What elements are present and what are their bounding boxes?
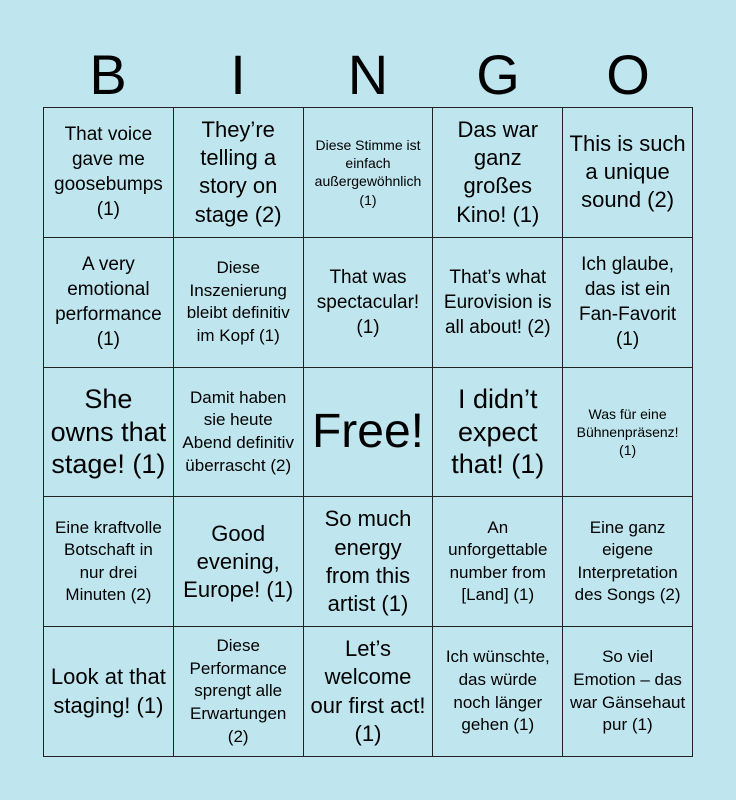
cell-text: Eine kraftvolle Botschaft in nur drei Minuten (2)	[55, 517, 162, 605]
cell-text: Good evening, Europe! (1)	[183, 520, 294, 602]
cell-text: So much energy from this artist (1)	[324, 506, 412, 616]
header-letter-i: I	[230, 43, 246, 106]
bingo-cell[interactable]	[44, 368, 174, 498]
bingo-cell[interactable]	[304, 627, 434, 757]
bingo-cell[interactable]	[563, 497, 693, 627]
bingo-cell[interactable]	[174, 627, 304, 757]
cell-text: A very emotional performance (1)	[55, 254, 162, 351]
cell-text: I didn’t expect that! (1)	[451, 384, 545, 480]
bingo-cell[interactable]	[563, 627, 693, 757]
bingo-cell[interactable]	[563, 108, 693, 238]
cell-text: Ich wünschte, das würde noch länger gehen (1)	[445, 647, 550, 735]
bingo-cell[interactable]	[433, 238, 563, 368]
cell-text: Was für eine Bühnenpräsenz! (1)	[576, 405, 679, 459]
bingo-cell[interactable]	[174, 238, 304, 368]
bingo-cell[interactable]	[563, 238, 693, 368]
bingo-cell[interactable]	[174, 497, 304, 627]
free-text: Free!	[311, 404, 424, 458]
cell-text: So viel Emotion – das war Gänsehaut pur (1)	[569, 647, 686, 735]
bingo-cell[interactable]	[304, 497, 434, 627]
cell-text: Diese Stimme ist einfach außergewöhnlich (1)	[314, 137, 422, 208]
bingo-cell[interactable]	[44, 108, 174, 238]
header-letter-o: O	[606, 43, 650, 106]
bingo-cell[interactable]	[44, 238, 174, 368]
bingo-cell[interactable]	[433, 497, 563, 627]
cell-text: Let’s welcome our first act! (1)	[310, 636, 426, 746]
bingo-cell[interactable]	[174, 108, 304, 238]
cell-text: Look at that staging! (1)	[50, 664, 166, 718]
free-cell[interactable]	[304, 368, 434, 498]
bingo-cell[interactable]	[433, 108, 563, 238]
bingo-grid	[43, 107, 693, 757]
bingo-cell[interactable]	[44, 497, 174, 627]
cell-text: That voice gave me goosebumps (1)	[54, 124, 163, 221]
cell-text: An unforgettable number from [Land] (1)	[448, 517, 548, 605]
bingo-cell[interactable]	[304, 108, 434, 238]
header-letter-b: B	[89, 43, 127, 106]
cell-text: That was spectacular! (1)	[316, 266, 420, 338]
bingo-cell[interactable]	[433, 368, 563, 498]
cell-text: Das war ganz großes Kino! (1)	[456, 117, 540, 227]
bingo-cell[interactable]	[304, 238, 434, 368]
cell-text: Ich glaube, das ist ein Fan-Favorit (1)	[579, 254, 677, 351]
bingo-header	[43, 44, 693, 106]
header-letter-n: N	[347, 43, 389, 106]
cell-text: That’s what Eurovision is all about! (2)	[443, 266, 552, 338]
bingo-cell[interactable]	[563, 368, 693, 498]
cell-text: She owns that stage! (1)	[50, 384, 167, 480]
bingo-cell[interactable]	[433, 627, 563, 757]
cell-text: Eine ganz eigene Interpretation des Songs (2)	[574, 517, 681, 605]
header-letter-g: G	[476, 43, 520, 106]
cell-text: This is such a unique sound (2)	[569, 131, 686, 213]
bingo-cell[interactable]	[174, 368, 304, 498]
cell-text: They’re telling a story on stage (2)	[194, 117, 282, 227]
cell-text: Damit haben sie heute Abend definitiv überrascht (2)	[182, 387, 294, 475]
bingo-cell[interactable]	[44, 627, 174, 757]
cell-text: Diese Performance sprengt alle Erwartungen (2)	[189, 636, 287, 746]
cell-text: Diese Inszenierung bleibt definitiv im Kopf (1)	[186, 257, 290, 345]
